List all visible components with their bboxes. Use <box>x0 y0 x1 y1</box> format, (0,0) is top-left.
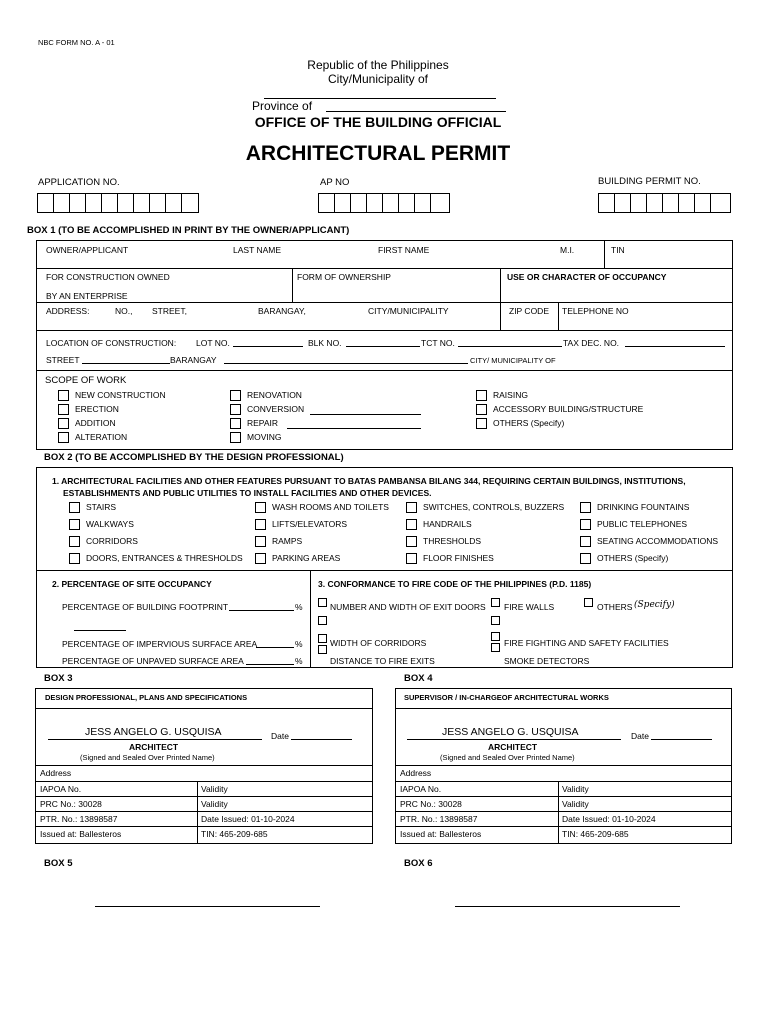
province-label: Province of <box>252 99 313 113</box>
impervious-label: PERCENTAGE OF IMPERVIOUS SURFACE AREA <box>62 639 258 649</box>
page-title: ARCHITECTURAL PERMIT <box>245 142 511 165</box>
box3-signed: (Signed and Sealed Over Printed Name) <box>80 753 215 762</box>
smoke-checkbox[interactable] <box>491 643 500 652</box>
item3-heading: 3. CONFORMANCE TO FIRE CODE OF THE PHILIPPINES (P.D. 1185) <box>318 579 592 589</box>
use-or-character-label: USE OR CHARACTER OF OCCUPANCY <box>507 272 667 282</box>
box4-signed: (Signed and Sealed Over Printed Name) <box>440 753 575 762</box>
city-of-label: CITY/ MUNICIPALITY OF <box>470 356 556 365</box>
fire-extra-checkbox-2[interactable] <box>491 616 500 625</box>
box4-date-label: Date <box>631 731 649 741</box>
application-no-label: APPLICATION NO. <box>38 177 120 188</box>
facility-col2-checkbox-3[interactable] <box>255 553 266 564</box>
box3-row-0-right: Validity <box>201 784 228 794</box>
scope-heading: SCOPE OF WORK <box>45 375 127 386</box>
scope-col3-label-0: RAISING <box>493 390 528 400</box>
box3-row-0-left: IAPOA No. <box>40 784 82 794</box>
fire-fighting-checkbox[interactable] <box>491 632 500 641</box>
box3-row-2-left: PTR. No.: 13898587 <box>40 814 118 824</box>
address-label: ADDRESS: <box>46 306 90 316</box>
scope-col1-label-1: ERECTION <box>75 404 119 414</box>
box4-heading: SUPERVISOR / IN-CHARGEOF ARCHITECTURAL WORKS <box>404 693 609 702</box>
others-checkbox[interactable] <box>584 598 593 607</box>
scope-col2-checkbox-3[interactable] <box>230 432 241 443</box>
box3-row-1-left: PRC No.: 30028 <box>40 799 102 809</box>
corridors-width-checkbox[interactable] <box>318 634 327 643</box>
facility-col3-label-2: THRESHOLDS <box>423 536 482 546</box>
box4-row-1-left: PRC No.: 30028 <box>400 799 462 809</box>
scope-col3-checkbox-2[interactable] <box>476 418 487 429</box>
box3-name: JESS ANGELO G. USQUISA <box>85 726 222 738</box>
box4-name: JESS ANGELO G. USQUISA <box>442 726 579 738</box>
box3-heading: DESIGN PROFESSIONAL, PLANS AND SPECIFICATIONS <box>45 693 248 702</box>
box1-heading: BOX 1 (TO BE ACCOMPLISHED IN PRINT BY THE OWNER/APPLICANT) <box>27 225 350 236</box>
city-municipality-label: CITY/MUNICIPALITY <box>368 306 449 316</box>
lot-no-field[interactable] <box>233 346 303 347</box>
facility-col2-checkbox-1[interactable] <box>255 519 266 530</box>
form-number: NBC FORM NO. A - 01 <box>38 38 115 47</box>
facility-col3-checkbox-0[interactable] <box>406 502 417 513</box>
scope-col1-checkbox-0[interactable] <box>58 390 69 401</box>
box3-row-3-left: Issued at: Ballesteros <box>40 829 122 839</box>
location-label: LOCATION OF CONSTRUCTION: <box>46 338 177 348</box>
facility-col4-label-2: SEATING ACCOMMODATIONS <box>597 536 719 546</box>
footprint-extra-field[interactable] <box>74 630 126 631</box>
building-permit-no-label: BUILDING PERMIT NO. <box>598 176 701 187</box>
others-label: OTHERS <box>597 602 633 612</box>
zip-code-label: ZIP CODE <box>509 306 549 316</box>
others-specify-handwritten: (Specify) <box>634 600 675 610</box>
street-label: STREET, <box>152 306 187 316</box>
blk-no-label: BLK NO. <box>308 338 342 348</box>
form-of-ownership-label: FORM OF OWNERSHIP <box>297 272 391 282</box>
barangay2-field[interactable] <box>224 363 468 364</box>
fire-walls-checkbox[interactable] <box>491 598 500 607</box>
distance-checkbox[interactable] <box>318 645 327 654</box>
facility-col2-label-2: RAMPS <box>272 536 303 546</box>
facility-col4-label-3: OTHERS (Specify) <box>597 553 669 563</box>
exit-doors-checkbox[interactable] <box>318 598 327 607</box>
box3-date-field[interactable] <box>291 739 352 740</box>
tax-dec-no-field[interactable] <box>625 346 725 347</box>
distance-label: DISTANCE TO FIRE EXITS <box>330 656 435 666</box>
facility-col4-checkbox-2[interactable] <box>580 536 591 547</box>
box4-row-0-left: IAPOA No. <box>400 784 442 794</box>
box4-signature-line[interactable] <box>407 739 621 740</box>
facility-col4-label-1: PUBLIC TELEPHONES <box>597 519 688 529</box>
scope-col3-checkbox-1[interactable] <box>476 404 487 415</box>
box4-row-1-right: Validity <box>562 799 589 809</box>
ap-no-label: AP NO <box>320 177 350 188</box>
box4-row-3-right: TIN: 465-209-685 <box>562 829 629 839</box>
scope-col2-label-3: MOVING <box>247 432 282 442</box>
facility-col3-checkbox-1[interactable] <box>406 519 417 530</box>
scope-col1-label-2: ADDITION <box>75 418 116 428</box>
footprint-pct: % <box>295 602 303 612</box>
by-enterprise-label: BY AN ENTERPRISE <box>46 291 128 301</box>
scope-col1-checkbox-3[interactable] <box>58 432 69 443</box>
box3-label: BOX 3 <box>44 673 73 684</box>
box4-row-0-right: Validity <box>562 784 589 794</box>
box3-row-1-right: Validity <box>201 799 228 809</box>
box3-address-label: Address <box>40 768 72 778</box>
scope-col2-checkbox-2[interactable] <box>230 418 241 429</box>
owner-label: OWNER/APPLICANT <box>46 245 129 255</box>
box4-date-field[interactable] <box>651 739 712 740</box>
facility-col1-label-2: CORRIDORS <box>86 536 138 546</box>
tax-dec-no-label: TAX DEC. NO. <box>563 338 620 348</box>
construction-owned-label: FOR CONSTRUCTION OWNED <box>46 272 170 282</box>
facility-col4-checkbox-1[interactable] <box>580 519 591 530</box>
scope-col2-label-0: RENOVATION <box>247 390 302 400</box>
item2-heading: 2. PERCENTAGE OF SITE OCCUPANCY <box>52 579 212 589</box>
ap-no-field[interactable] <box>318 193 450 213</box>
facility-col3-label-1: HANDRAILS <box>423 519 472 529</box>
scope-col2-label-2: REPAIR <box>247 418 279 428</box>
lot-no-label: LOT NO. <box>196 338 230 348</box>
first-name-label: FIRST NAME <box>378 245 430 255</box>
facility-col1-checkbox-3[interactable] <box>69 553 80 564</box>
application-no-field[interactable] <box>37 193 199 213</box>
box6-signature-line[interactable] <box>455 906 680 907</box>
barangay-label: BARANGAY, <box>258 306 306 316</box>
province-blank[interactable] <box>326 111 506 112</box>
last-name-label: LAST NAME <box>233 245 282 255</box>
scope-col2-checkbox-1[interactable] <box>230 404 241 415</box>
facility-col2-checkbox-2[interactable] <box>255 536 266 547</box>
box3-role: ARCHITECT <box>129 742 179 752</box>
box4-row-2-right: Date Issued: 01-10-2024 <box>562 814 656 824</box>
scope-col2-checkbox-0[interactable] <box>230 390 241 401</box>
scope-col1-label-0: NEW CONSTRUCTION <box>75 390 166 400</box>
tin-label: TIN <box>611 245 625 255</box>
facility-col2-label-3: PARKING AREAS <box>272 553 341 563</box>
tct-no-field[interactable] <box>458 346 562 347</box>
facility-col3-label-0: SWITCHES, CONTROLS, BUZZERS <box>423 502 565 512</box>
box2-heading: BOX 2 (TO BE ACCOMPLISHED BY THE DESIGN PROFESSIONAL) <box>44 452 344 463</box>
item1-line2: ESTABLISHMENTS AND PUBLIC UTILITIES TO INSTALL FACILITIES AND OTHER DEVICES. <box>63 488 432 498</box>
box6-label: BOX 6 <box>404 858 433 869</box>
box4-row-2-left: PTR. No.: 13898587 <box>400 814 478 824</box>
exit-doors-label: NUMBER AND WIDTH OF EXIT DOORS <box>330 602 486 612</box>
scope-col2-label-1: CONVERSION <box>247 404 305 414</box>
box4-row-3-left: Issued at: Ballesteros <box>400 829 482 839</box>
street2-label: STREET <box>46 355 80 365</box>
item1-line1: 1. ARCHITECTURAL FACILITIES AND OTHER FEATURES PURSUANT TO BATAS PAMBANSA BILANG 344, REQUIRING CERTAIN BUILDINGS, INSTITUTIONS, <box>52 476 686 486</box>
conversion-field[interactable] <box>310 414 421 415</box>
box4-role: ARCHITECT <box>488 742 538 752</box>
box4-label: BOX 4 <box>404 673 433 684</box>
box3-signature-line[interactable] <box>48 739 262 740</box>
republic-line: Republic of the Philippines <box>307 58 449 72</box>
scope-col3-label-1: ACCESSORY BUILDING/STRUCTURE <box>493 404 644 414</box>
box4-address-label: Address <box>400 768 432 778</box>
facility-col1-checkbox-1[interactable] <box>69 519 80 530</box>
fire-walls-label: FIRE WALLS <box>504 602 555 612</box>
scope-col3-label-2: OTHERS (Specify) <box>493 418 565 428</box>
facility-col4-label-0: DRINKING FOUNTAINS <box>597 502 690 512</box>
facility-col1-checkbox-0[interactable] <box>69 502 80 513</box>
unpaved-pct: % <box>295 656 303 666</box>
repair-field[interactable] <box>287 428 421 429</box>
impervious-field[interactable] <box>256 647 294 648</box>
box3-date-label: Date <box>271 731 289 741</box>
smoke-label: SMOKE DETECTORS <box>504 656 590 666</box>
facility-col4-checkbox-3[interactable] <box>580 553 591 564</box>
facility-col1-checkbox-2[interactable] <box>69 536 80 547</box>
box5-label: BOX 5 <box>44 858 73 869</box>
city-line: City/Municipality of <box>327 72 429 86</box>
facility-col1-label-3: DOORS, ENTRANCES & THRESHOLDS <box>86 553 243 563</box>
building-permit-no-field[interactable] <box>598 193 731 213</box>
scope-col3-checkbox-0[interactable] <box>476 390 487 401</box>
street2-field[interactable] <box>82 363 170 364</box>
scope-col1-checkbox-2[interactable] <box>58 418 69 429</box>
unpaved-field[interactable] <box>246 664 294 665</box>
mi-label: M.I. <box>560 245 575 255</box>
facility-col3-label-3: FLOOR FINISHES <box>423 553 494 563</box>
fire-fighting-label: FIRE FIGHTING AND SAFETY FACILITIES <box>504 638 669 648</box>
telephone-label: TELEPHONE NO <box>562 306 629 316</box>
office-title: OFFICE OF THE BUILDING OFFICIAL <box>254 114 502 130</box>
footprint-label: PERCENTAGE OF BUILDING FOOTPRINT <box>62 602 229 612</box>
no-label: NO., <box>115 306 133 316</box>
blk-no-field[interactable] <box>346 346 420 347</box>
facility-col3-checkbox-3[interactable] <box>406 553 417 564</box>
impervious-pct: % <box>295 639 303 649</box>
box3-row-2-right: Date Issued: 01-10-2024 <box>201 814 295 824</box>
facility-col2-label-0: WASH ROOMS AND TOILETS <box>272 502 389 512</box>
fire-extra-checkbox-1[interactable] <box>318 616 327 625</box>
tct-no-label: TCT NO. <box>421 338 455 348</box>
box5-signature-line[interactable] <box>95 906 320 907</box>
footprint-field[interactable] <box>229 610 294 611</box>
barangay2-label: BARANGAY <box>170 355 217 365</box>
unpaved-label: PERCENTAGE OF UNPAVED SURFACE AREA <box>62 656 244 666</box>
facility-col2-label-1: LIFTS/ELEVATORS <box>272 519 348 529</box>
corridors-width-label: WIDTH OF CORRIDORS <box>330 638 427 648</box>
box3-row-3-right: TIN: 465-209-685 <box>201 829 268 839</box>
facility-col1-label-0: STAIRS <box>86 502 117 512</box>
scope-col1-checkbox-1[interactable] <box>58 404 69 415</box>
facility-col2-checkbox-0[interactable] <box>255 502 266 513</box>
facility-col1-label-1: WALKWAYS <box>86 519 134 529</box>
facility-col4-checkbox-0[interactable] <box>580 502 591 513</box>
facility-col3-checkbox-2[interactable] <box>406 536 417 547</box>
scope-col1-label-3: ALTERATION <box>75 432 128 442</box>
